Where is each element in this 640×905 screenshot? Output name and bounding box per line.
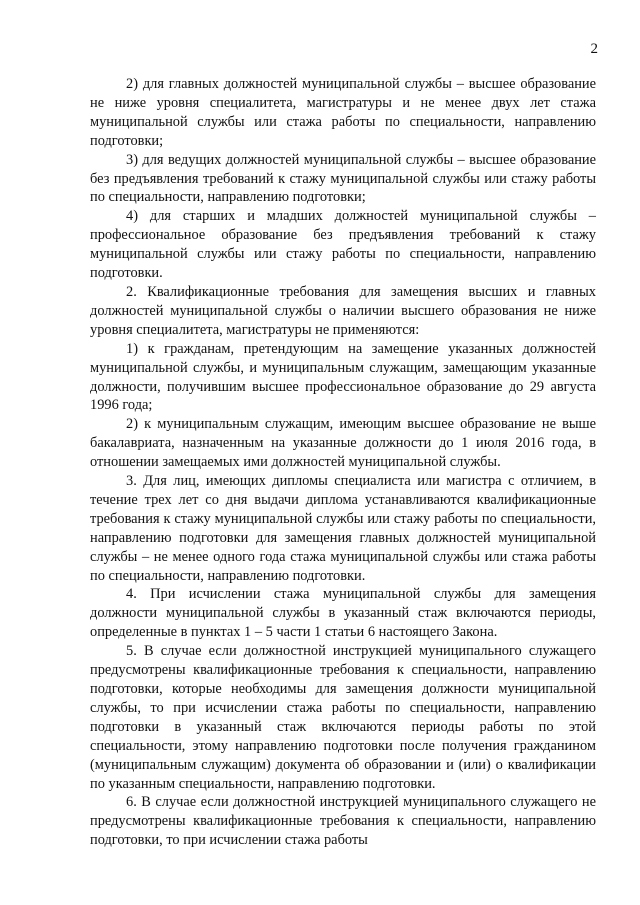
paragraph-main-positions: 2) для главных должностей муниципальной службы – высшее образование не ниже уровня специалитета, магистратуры и не менее двух лет стажа муниципальной службы или стажа работы по специальности, направлению подготовки; xyxy=(90,76,596,149)
page-number: 2 xyxy=(590,41,598,57)
paragraph-clause-6: 6. В случае если должностной инструкцией муниципального служащего не предусмотрены квалификационные требования к специальности, направлению подготовки, то при исчислении стажа работы xyxy=(90,794,596,849)
paragraph-clause-2: 2. Квалификационные требования для замещения высших и главных должностей муниципальной службы о наличии высшего образования не ниже уровня специалитета, магистратуры не применяются: xyxy=(90,283,596,338)
paragraph-clause-2-item-2: 2) к муниципальным служащим, имеющим высшее образование не выше бакалавриата, назначенным на указанные должности до 1 июля 2016 года, в отношении замещаемых ими должностей муниципальной службы. xyxy=(90,416,596,471)
paragraph-clause-2-item-1: 1) к гражданам, претендующим на замещение указанных должностей муниципальной службы, и муниципальным служащим, замещающим указанные должности, получившим высшее профессиональное образование до 29 августа 1996 года; xyxy=(90,340,596,414)
paragraph-clause-5: 5. В случае если должностной инструкцией муниципального служащего предусмотрены квалификационные требования к специальности, направлению подготовки, которые необходимы для замещения должности муниципальной службы, то при исчислении стажа работы по специальности, направлению подготовки в указанный стаж включаются периоды работы по этой специальности, этому направлению подготовки после получения гражданином (муниципальным служащим) документа об образовании и (или) о квалификации по указанным специальности, направлению подготовки. xyxy=(90,643,596,792)
paragraph-leading-positions: 3) для ведущих должностей муниципальной службы – высшее образование без предъявления требований к стажу муниципальной службы или стажу работы по специальности, направлению подготовки; xyxy=(90,151,596,206)
paragraph-clause-4: 4. При исчислении стажа муниципальной службы для замещения должности муниципальной службы в указанный стаж включаются периоды, определенные в пунктах 1 – 5 части 1 статьи 6 настоящего Закона. xyxy=(90,586,596,641)
paragraph-clause-3: 3. Для лиц, имеющих дипломы специалиста или магистра с отличием, в течение трех лет со дня выдачи диплома устанавливаются квалификационные требования к стажу муниципальной службы или стажу работы по специальности, направлению подготовки для замещения главных должностей муниципальной службы – не менее одного года стажа муниципальной службы или стажа работы по специальности, направлению подготовки. xyxy=(90,473,596,584)
paragraph-senior-junior-positions: 4) для старших и младших должностей муниципальной службы – профессиональное образование без предъявления требований к стажу муниципальной службы или стажу работы по специальности, направлению подготовки. xyxy=(90,208,596,282)
document-body xyxy=(90,75,596,850)
